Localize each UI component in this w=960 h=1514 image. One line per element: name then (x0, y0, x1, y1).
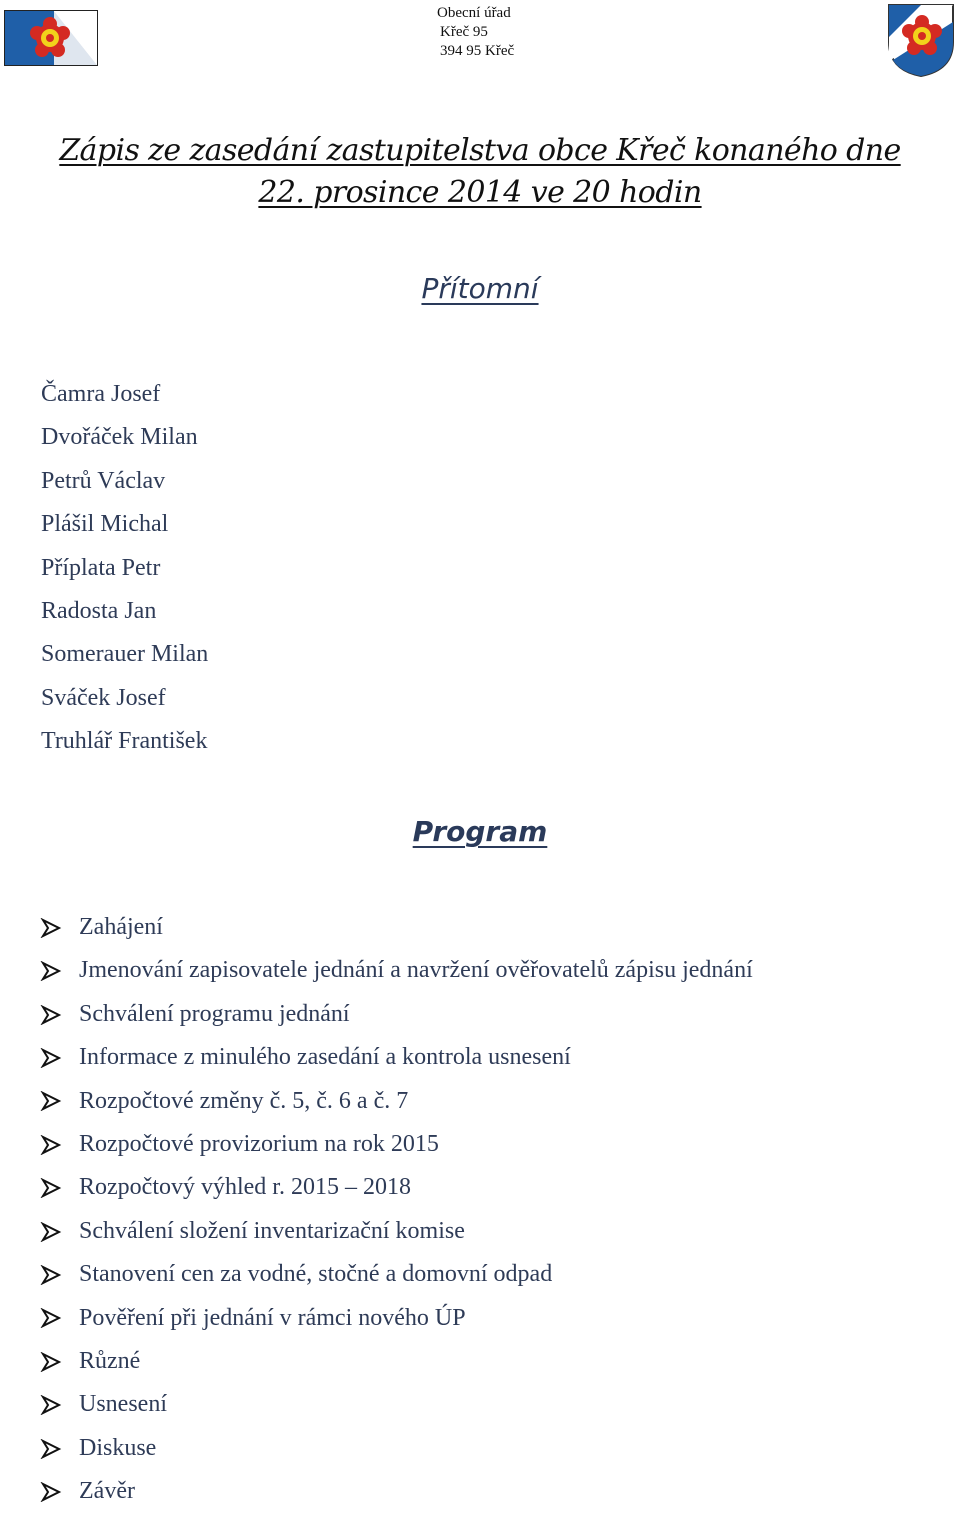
attendee-name: Příplata Petr (41, 554, 161, 581)
arrow-bullet-icon (40, 1222, 79, 1242)
document-title (0, 130, 960, 214)
program-item-label: Diskuse (79, 1434, 157, 1461)
program-item-label: Usnesení (79, 1391, 167, 1418)
program-item (40, 1036, 753, 1079)
address-line-city: 394 95 Křeč (440, 43, 515, 59)
program-item (40, 1427, 753, 1470)
arrow-bullet-icon (40, 1265, 79, 1285)
arrow-bullet-icon (40, 1482, 79, 1502)
program-item (40, 1383, 753, 1426)
attendee-name: Plášil Michal (41, 511, 169, 538)
title-line-2: 22. prosince 2014 ve 20 hodin (258, 175, 702, 210)
present-heading: Přítomní (421, 272, 539, 305)
attendee-name: Truhlář František (41, 728, 208, 755)
attendee-list (41, 373, 208, 764)
attendee-name: Petrů Václav (41, 467, 166, 494)
program-item (40, 906, 753, 949)
arrow-bullet-icon (40, 1395, 79, 1415)
arrow-bullet-icon (40, 1178, 79, 1198)
krec-coat-of-arms-icon (886, 2, 956, 78)
program-item-label: Závěr (79, 1478, 135, 1505)
program-item (40, 993, 753, 1036)
program-item (40, 1340, 753, 1383)
arrow-bullet-icon (40, 1091, 79, 1111)
arrow-bullet-icon (40, 1048, 79, 1068)
arrow-bullet-icon (40, 961, 79, 981)
program-item-label: Pověření při jednání v rámci nového ÚP (79, 1304, 466, 1331)
office-address (420, 4, 540, 61)
program-item-label: Informace z minulého zasedání a kontrola usnesení (79, 1044, 571, 1071)
program-item-label: Schválení programu jednání (79, 1000, 350, 1027)
program-item (40, 1166, 753, 1209)
program-item (40, 1080, 753, 1123)
program-heading: Program (412, 815, 548, 848)
arrow-bullet-icon (40, 1005, 79, 1025)
address-line-office: Obecní úřad (437, 5, 511, 21)
program-item-label: Rozpočtové provizorium na rok 2015 (79, 1131, 439, 1158)
program-item-label: Rozpočtové změny č. 5, č. 6 a č. 7 (79, 1087, 409, 1114)
program-item-label: Rozpočtový výhled r. 2015 – 2018 (79, 1174, 411, 1201)
attendee-name: Dvořáček Milan (41, 424, 198, 451)
attendee-name: Sváček Josef (41, 684, 166, 711)
address-line-street: Křeč 95 (440, 24, 488, 40)
arrow-bullet-icon (40, 1352, 79, 1372)
program-item (40, 949, 753, 992)
program-item-label: Schválení složení inventarizační komise (79, 1217, 465, 1244)
program-list (40, 906, 753, 1514)
arrow-bullet-icon (40, 1439, 79, 1459)
attendee-name: Radosta Jan (41, 598, 157, 625)
title-line-1: Zápis ze zasedání zastupitelstva obce Křeč konaného dne (59, 133, 901, 168)
program-item (40, 1297, 753, 1340)
program-item (40, 1210, 753, 1253)
attendee-name: Čamra Josef (41, 381, 161, 407)
program-item-label: Stanovení cen za vodné, stočné a domovní odpad (79, 1261, 553, 1288)
arrow-bullet-icon (40, 1308, 79, 1328)
attendee-name: Somerauer Milan (41, 641, 209, 668)
program-item-label: Různé (79, 1348, 141, 1375)
program-item-label: Zahájení (79, 914, 163, 940)
program-item-label: Jmenování zapisovatele jednání a navržení ověřovatelů zápisu jednání (79, 957, 753, 984)
program-item (40, 1253, 753, 1296)
program-item (40, 1470, 753, 1513)
krec-flag-icon (4, 10, 98, 66)
arrow-bullet-icon (40, 918, 79, 938)
arrow-bullet-icon (40, 1135, 79, 1155)
program-item (40, 1123, 753, 1166)
